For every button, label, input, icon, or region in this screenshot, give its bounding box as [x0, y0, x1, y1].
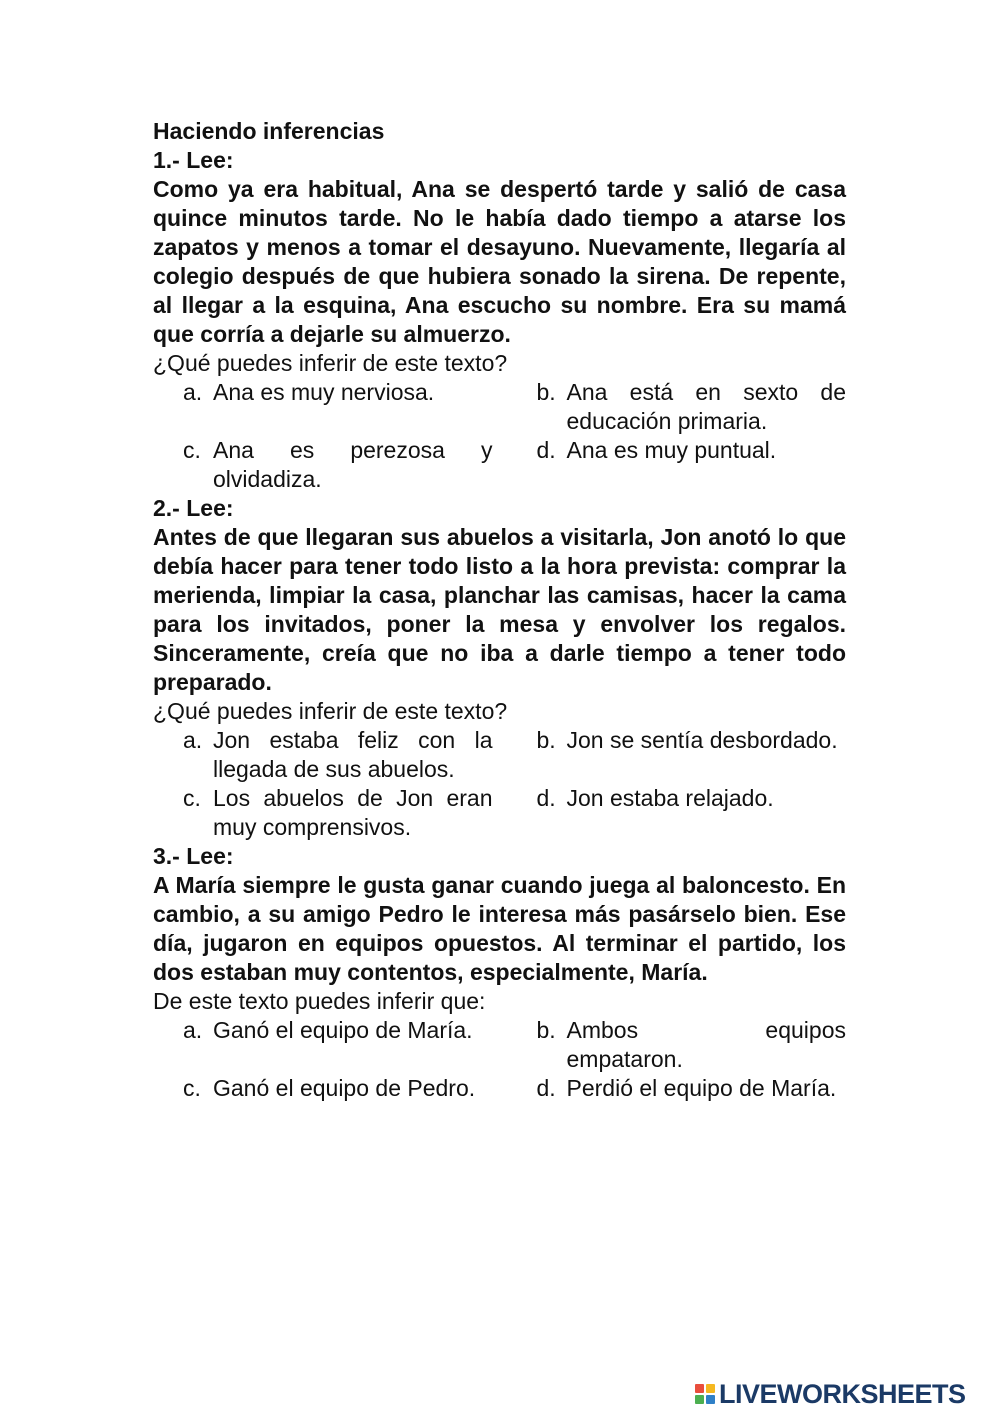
option-text: Ganó el equipo de Pedro.: [213, 1075, 476, 1101]
option-c[interactable]: [183, 1074, 493, 1103]
option-text: Ana está en sexto de educación primaria.: [566, 379, 846, 434]
option-text: Perdió el equipo de María.: [566, 1075, 837, 1101]
question-prompt: ¿Qué puedes inferir de este texto?: [153, 350, 508, 376]
worksheet-title: Haciendo inferencias: [153, 118, 385, 144]
question-label: 1.- Lee:: [153, 147, 234, 173]
logo-square-yellow: [706, 1384, 715, 1393]
option-letter: b.: [536, 379, 556, 405]
option-letter: c.: [183, 1075, 201, 1101]
option-text: Jon estaba feliz con la llegada de sus abuelos.: [213, 727, 493, 782]
question-prompt: ¿Qué puedes inferir de este texto?: [153, 698, 508, 724]
option-text: Jon estaba relajado.: [566, 785, 774, 811]
logo-square-red: [695, 1384, 704, 1393]
option-letter: c.: [183, 437, 201, 463]
option-b[interactable]: [537, 1016, 847, 1074]
logo-square-green: [695, 1395, 704, 1404]
option-d[interactable]: [537, 436, 847, 494]
question-1: [153, 146, 846, 494]
option-b[interactable]: [537, 726, 847, 784]
option-text: Los abuelos de Jon eran muy comprensivos.: [213, 785, 493, 840]
option-letter: b.: [536, 727, 556, 753]
logo-square-blue: [706, 1395, 715, 1404]
reading-passage: Antes de que llegaran sus abuelos a visitarla, Jon anotó lo que debía hacer para tener todo listo a la hora prevista: comprar la merienda, limpiar la casa, planchar las camisas, hacer la cama para los invitados, poner la mesa y envolver los regalos. Sinceramente, creía que no iba a darle tiempo a tener todo preparado.: [153, 524, 846, 695]
option-letter: d.: [536, 1075, 556, 1101]
options-list: [153, 378, 846, 494]
reading-passage: Como ya era habitual, Ana se despertó tarde y salió de casa quince minutos tarde. No le había dado tiempo a atarse los zapatos y menos a tomar el desayuno. Nuevamente, llegaría al colegio después de que hubiera sonado la sirena. De repente, al llegar a la esquina, Ana escucho su nombre. Era su mamá que corría a dejarle su almuerzo.: [153, 176, 846, 347]
option-d[interactable]: [537, 784, 847, 842]
reading-passage: A María siempre le gusta ganar cuando juega al baloncesto. En cambio, a su amigo Pedro le interesa más pasárselo bien. Ese día, jugaron en equipos opuestos. Al terminar el partido, los dos estaban muy contentos, especialmente, María.: [153, 872, 846, 985]
question-prompt: De este texto puedes inferir que:: [153, 988, 486, 1014]
option-letter: a.: [183, 379, 203, 405]
worksheet: [153, 117, 846, 1103]
option-c[interactable]: [183, 784, 493, 842]
option-a[interactable]: [183, 726, 493, 784]
liveworksheets-footer: [695, 1378, 995, 1410]
option-text: Ana es muy puntual.: [566, 437, 777, 463]
question-label: 3.- Lee:: [153, 843, 234, 869]
option-letter: a.: [183, 1017, 203, 1043]
options-list: [153, 1016, 846, 1103]
option-text: Ambos equipos empataron.: [566, 1017, 846, 1072]
options-list: [153, 726, 846, 842]
option-d[interactable]: [537, 1074, 847, 1103]
option-c[interactable]: [183, 436, 493, 494]
option-text: Ganó el equipo de María.: [213, 1017, 473, 1043]
option-text: Jon se sentía desbordado.: [566, 727, 838, 753]
liveworksheets-logo-icon: [695, 1384, 715, 1404]
option-a[interactable]: [183, 1016, 493, 1074]
option-letter: d.: [536, 437, 556, 463]
option-letter: c.: [183, 785, 201, 811]
question-2: [153, 494, 846, 842]
question-3: [153, 842, 846, 1103]
brand-name: LIVEWORKSHEETS: [719, 1378, 966, 1409]
question-label: 2.- Lee:: [153, 495, 234, 521]
option-letter: d.: [536, 785, 556, 811]
option-letter: a.: [183, 727, 203, 753]
option-a[interactable]: [183, 378, 493, 436]
option-b[interactable]: [537, 378, 847, 436]
option-text: Ana es perezosa y olvidadiza.: [213, 437, 493, 492]
option-text: Ana es muy nerviosa.: [213, 379, 435, 405]
option-letter: b.: [536, 1017, 556, 1043]
